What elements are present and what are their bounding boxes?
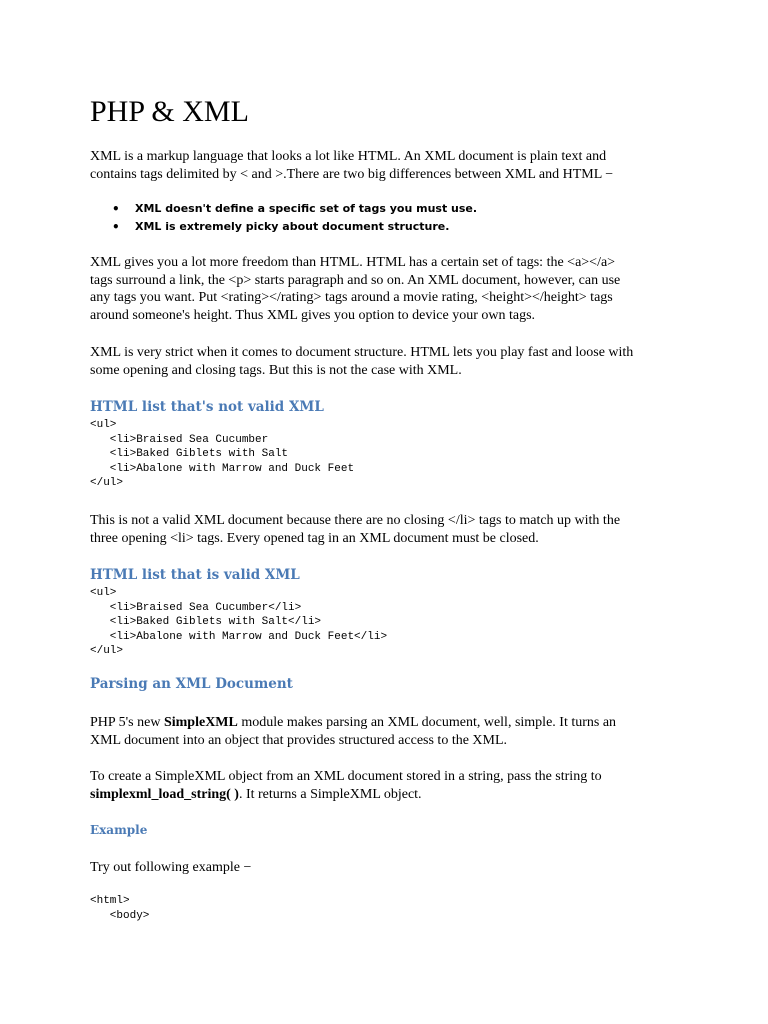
code-line: </ul> [90,645,124,657]
try-text: Try out following example − [90,860,252,875]
code-valid-list [90,586,387,659]
intro-line-2: contains tags delimited by < and >.There are two big differences between XML and HTML − [90,166,614,182]
create-post: . It returns a SimpleXML object. [238,786,422,802]
heading-valid-list: HTML list that is valid XML [90,567,300,583]
heading-parsing: Parsing an XML Document [90,676,293,692]
function-name: simplexml_load_string( ) [90,786,239,802]
code-line: <html> [90,895,130,907]
freedom-paragraph [90,254,690,324]
intro-paragraph [90,148,690,183]
code-line: </ul> [90,477,124,489]
freedom-line-3: any tags you want. Put <rating></rating> tags around a movie rating, <height></height> tags [90,290,613,305]
heading-invalid-list: HTML list that's not valid XML [90,399,324,415]
not-valid-paragraph [90,512,690,547]
code-example [90,894,149,923]
strict-line-1: XML is very strict when it comes to document structure. HTML lets you play fast and loose with [90,345,634,360]
code-line: <ul> [90,419,117,431]
create-paragraph [90,768,690,803]
strict-paragraph [90,344,690,379]
intro-line-1: XML is a markup language that looks a lot like HTML. An XML document is plain text and [90,149,607,164]
code-line: <ul> [90,587,117,599]
create-line-1: To create a SimpleXML object from an XML document stored in a string, pass the string to [90,769,602,784]
heading-example: Example [90,823,148,837]
code-line: <li>Abalone with Marrow and Duck Feet</li> [90,630,388,643]
code-line: <body> [90,909,150,922]
code-line: <li>Baked Giblets with Salt [90,448,289,460]
code-line: <li>Baked Giblets with Salt</li> [90,616,322,628]
simplexml-post: module makes parsing an XML document, well, simple. It turns an [237,715,617,730]
freedom-line-2: tags surround a link, the <p> starts paragraph and so on. An XML document, however, can use [90,272,621,288]
list-item: • XML is extremely picky about document structure. [90,218,477,236]
simplexml-term: SimpleXML [163,715,238,730]
code-invalid-list [90,418,354,491]
simplexml-pre: PHP 5's new [90,715,164,730]
code-line: <li>Braised Sea Cucumber [90,433,269,446]
page-title: PHP & XML [90,95,249,128]
simplexml-line-2: XML document into an object that provides structured access to the XML. [90,732,508,748]
freedom-line-1: XML gives you a lot more freedom than HTML. HTML has a certain set of tags: the <a></a> [90,255,616,270]
differences-list [90,200,477,236]
simplexml-paragraph [90,714,690,749]
code-line: <li>Braised Sea Cucumber</li> [90,601,302,614]
strict-line-2: some opening and closing tags. But this is not the case with XML. [90,362,462,378]
not-valid-line-1: This is not a valid XML document because there are no closing </li> tags to match up with the [90,513,621,528]
list-item: • XML doesn't define a specific set of tags you must use. [90,200,477,218]
not-valid-line-2: three opening <li> tags. Every opened tag in an XML document must be closed. [90,530,539,546]
freedom-line-4: around someone's height. Thus XML gives you option to device your own tags. [90,307,536,323]
code-line: <li>Abalone with Marrow and Duck Feet [90,462,355,475]
